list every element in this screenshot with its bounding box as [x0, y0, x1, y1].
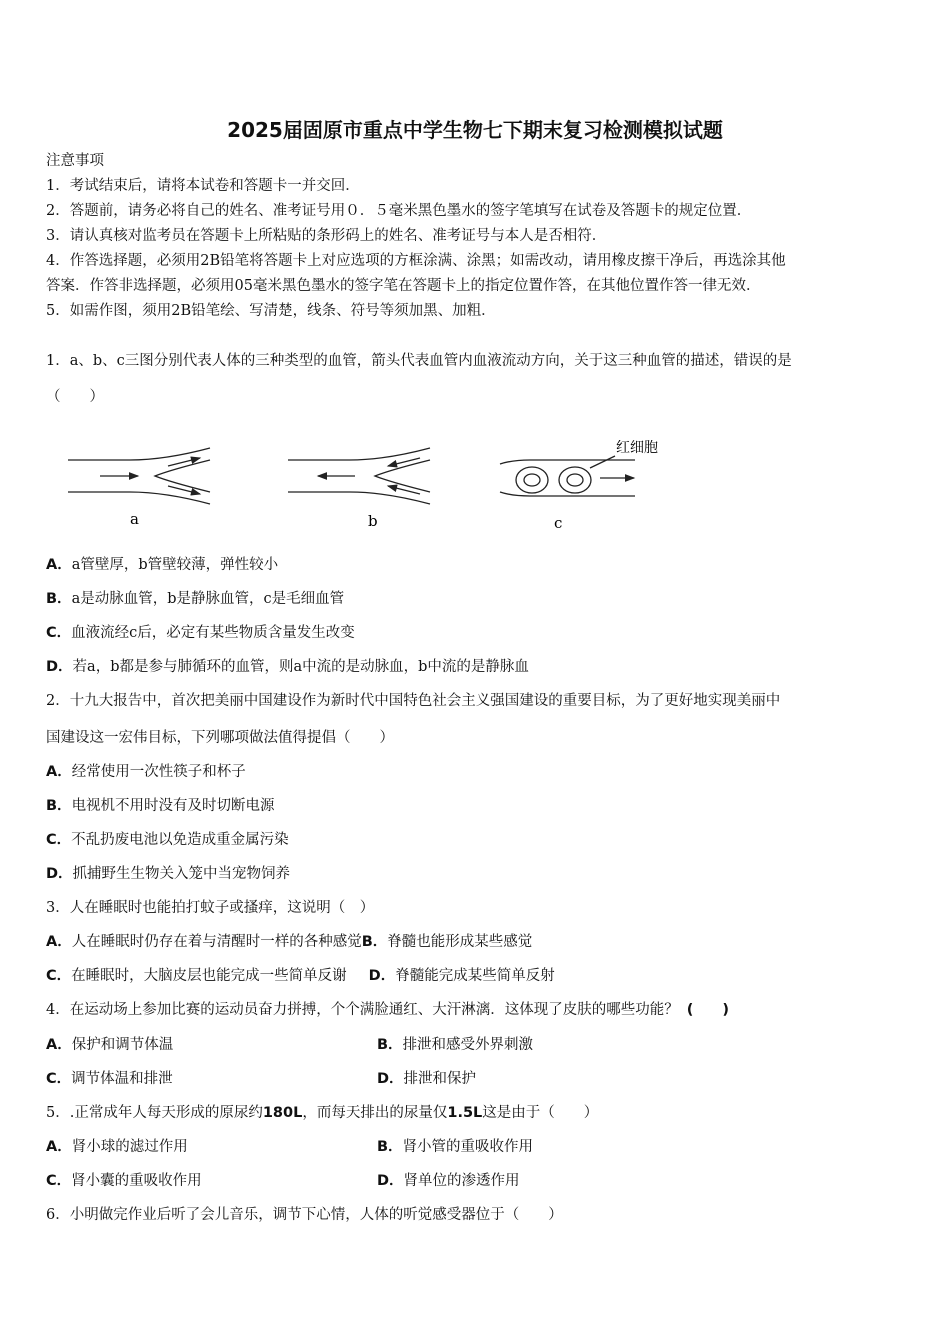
option-text: 人在睡眠时仍存在着与清醒时一样的各种感觉	[71, 934, 362, 950]
q1-option-c	[46, 624, 355, 642]
q5-option-b	[377, 1138, 533, 1156]
option-letter: B．	[377, 1139, 403, 1155]
q5-stem-post: 这是由于（ ）	[482, 1105, 599, 1121]
option-letter: C．	[46, 625, 72, 641]
option-letter: B．	[377, 1037, 403, 1053]
option-text: 不乱扔废电池以免造成重金属污染	[71, 832, 289, 848]
q1-option-d	[46, 658, 529, 676]
option-text: 肾小球的滤过作用	[71, 1139, 188, 1155]
option-letter: A．	[46, 1139, 72, 1155]
q1-stem: 1．a、b、c三图分别代表人体的三种类型的血管，箭头代表血管内血液流动方向，关于这三种血管的描述，错误的是	[46, 353, 792, 369]
option-text: 排泄和保护	[403, 1071, 477, 1087]
q5-option-a	[46, 1138, 188, 1156]
option-letter: D．	[46, 659, 73, 675]
option-letter: C．	[46, 1173, 72, 1189]
q4-stem	[46, 1001, 729, 1019]
q6-stem: 6．小明做完作业后听了会儿音乐，调节下心情，人体的听觉感受器位于（ ）	[46, 1207, 563, 1223]
option-text: a是动脉血管，b是静脉血管，c是毛细血管	[71, 591, 345, 607]
figure-label-c: c	[554, 514, 563, 532]
option-letter: A．	[46, 934, 72, 950]
option-text: 肾小管的重吸收作用	[402, 1139, 534, 1155]
option-letter: B．	[361, 934, 388, 950]
option-text: 脊髓也能形成某些感觉	[387, 934, 533, 950]
notice-item: 2．答题前，请务必将自己的姓名、准考证号用０．５毫米黑色墨水的签字笔填写在试卷及答题卡的规定位置．	[46, 203, 752, 219]
q5-stem-pre: 5．.正常成年人每天形成的原尿约	[46, 1105, 263, 1121]
option-text: 若a，b都是参与肺循环的血管，则a中流的是动脉血，b中流的是静脉血	[72, 659, 529, 675]
option-letter: B．	[46, 591, 72, 607]
q2-option-c	[46, 831, 289, 849]
option-text: 抓捕野生生物关入笼中当宠物饲养	[72, 866, 291, 882]
notice-heading: 注意事项	[46, 153, 104, 169]
q3-stem: 3．人在睡眠时也能拍打蚊子或搔痒，这说明（ ）	[46, 900, 375, 916]
q4-option-d	[377, 1070, 476, 1088]
vessel-a-diagram	[68, 448, 210, 504]
notice-item: 答案．作答非选择题，必须用05毫米黑色墨水的签字笔在答题卡上的指定位置作答，在其他位置作答一律无效．	[46, 278, 761, 294]
q5-stem	[46, 1104, 598, 1122]
q4-stem-text: 4．在运动场上参加比赛的运动员奋力拼搏，个个满脸通红、大汗淋漓．这体现了皮肤的哪些功能？	[46, 1002, 679, 1018]
option-letter: D．	[46, 866, 73, 882]
vessel-c-diagram	[500, 456, 635, 496]
option-letter: B．	[46, 798, 72, 814]
vessel-b-diagram	[288, 448, 430, 504]
q3-options-ab	[46, 933, 532, 951]
q1-option-a	[46, 556, 278, 574]
figure-label-a: a	[130, 510, 139, 528]
option-text: 肾小囊的重吸收作用	[71, 1173, 202, 1189]
q4-option-a	[46, 1036, 173, 1054]
option-letter: A．	[46, 764, 72, 780]
option-text: 血液流经c后，必定有某些物质含量发生改变	[71, 625, 355, 641]
option-letter: D．	[368, 968, 396, 984]
q5-option-d	[377, 1172, 520, 1190]
option-text: 在睡眠时，大脑皮层也能完成一些简单反谢	[71, 968, 347, 984]
q4-option-c	[46, 1070, 173, 1088]
option-text: 电视机不用时没有及时切断电源	[71, 798, 275, 814]
q2-option-b	[46, 797, 275, 815]
option-letter: C．	[46, 1071, 72, 1087]
q5-option-c	[46, 1172, 202, 1190]
option-letter: C．	[46, 968, 72, 984]
q2-option-d	[46, 865, 290, 883]
q5-value-primary-urine: 180L	[262, 1105, 303, 1121]
option-text: 肾单位的渗透作用	[403, 1173, 520, 1189]
q5-value-urine: 1.5L	[447, 1105, 483, 1121]
notice-item: 4．作答选择题，必须用2B铅笔将答题卡上对应选项的方框涂满、涂黑；如需改动，请用橡皮擦干净后，再选涂其他	[46, 253, 786, 269]
option-text: 脊髓能完成某些简单反射	[395, 968, 555, 984]
q3-options-cd	[46, 967, 555, 985]
notice-item: 5．如需作图，须用2B铅笔绘、写清楚，线条、符号等须加黑、加粗．	[46, 303, 496, 319]
blood-vessel-figure	[60, 440, 680, 540]
notice-item: 1．考试结束后，请将本试卷和答题卡一并交回．	[46, 178, 360, 194]
option-letter: D．	[377, 1173, 404, 1189]
q2-stem-cont: 国建设这一宏伟目标，下列哪项做法值得提倡（ ）	[46, 730, 394, 746]
q4-option-b	[377, 1036, 533, 1054]
option-text: a管壁厚，b管壁较薄，弹性较小	[71, 557, 279, 573]
option-letter: D．	[377, 1071, 404, 1087]
figure-label-rbc: 红细胞	[616, 440, 658, 456]
option-text: 调节体温和排泄	[71, 1071, 173, 1087]
exam-title: 2025届固原市重点中学生物七下期末复习检测模拟试题	[227, 118, 723, 142]
option-text: 排泄和感受外界刺激	[402, 1037, 534, 1053]
option-text: 保护和调节体温	[71, 1037, 174, 1053]
q5-stem-mid: ，而每天排出的尿量仅	[302, 1105, 448, 1121]
q1-stem-paren: （ ）	[46, 389, 104, 405]
notice-item: 3．请认真核对监考员在答题卡上所粘贴的条形码上的姓名、准考证号与本人是否相符．	[46, 228, 607, 244]
q2-stem: 2．十九大报告中，首次把美丽中国建设作为新时代中国特色社会主义强国建设的重要目标，为了更好地实现美丽中	[46, 693, 781, 709]
q4-paren: ( )	[686, 1002, 729, 1018]
q2-option-a	[46, 763, 246, 781]
figure-label-b: b	[368, 512, 378, 530]
option-letter: A．	[46, 1037, 72, 1053]
option-letter: C．	[46, 832, 72, 848]
option-letter: A．	[46, 557, 72, 573]
q1-option-b	[46, 590, 344, 608]
option-text: 经常使用一次性筷子和杯子	[71, 764, 246, 780]
